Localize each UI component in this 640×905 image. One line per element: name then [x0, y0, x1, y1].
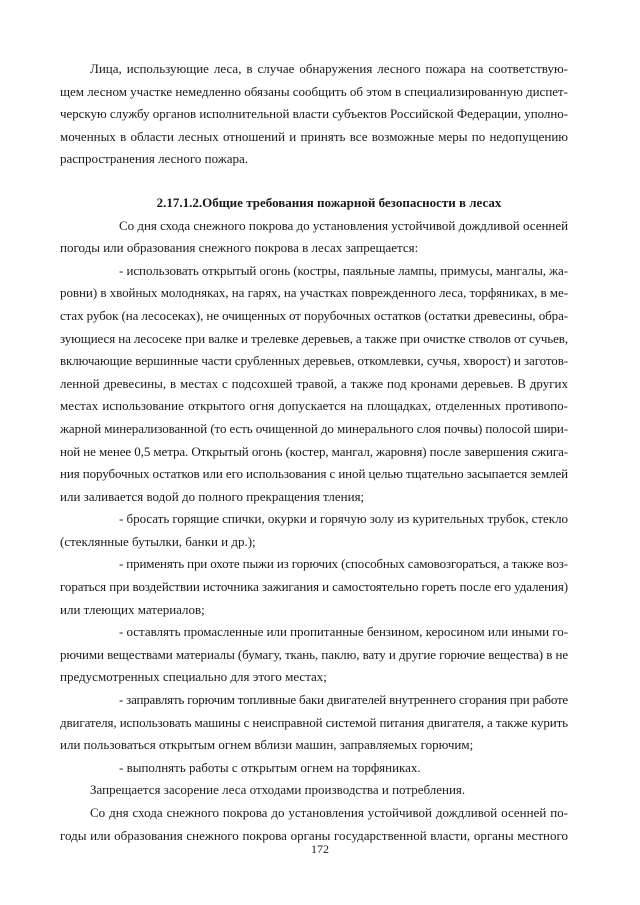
paragraph-2: [60, 779, 568, 802]
text-line: черскую службу органов исполнительной власти субъектов Российской Федерации, уполно-: [60, 106, 568, 122]
paragraph-1: [60, 215, 568, 260]
text-line: - заправлять горючим топливные баки двигателей внутреннего сгорания при работе: [119, 692, 569, 708]
text-line: стах рубок (на лесосеках), не очищенных от порубочных остатков (остатки древесины, обра-: [60, 307, 568, 323]
text-line: - использовать открытый огонь (костры, паяльные лампы, примусы, мангалы, жа-: [119, 262, 568, 278]
text-line: - бросать горящие спички, окурки и горячую золу из курительных трубок, стекло: [119, 511, 568, 527]
text-line: зующиеся на лесосеке при валке и трелевке деревьев, а также при очистке стволов от сучьев,: [60, 330, 568, 346]
text-line: ровни) в хвойных молодняках, на гарях, на участках поврежденного леса, торфяниках, в ме-: [60, 285, 568, 301]
text-line: Запрещается засорение леса отходами производства и потребления.: [90, 782, 466, 798]
text-line: - применять при охоте пыжи из горючих (способных самовозгораться, а также воз-: [119, 556, 568, 572]
section-heading: 2.17.1.2.Общие требования пожарной безопасности в лесах: [156, 194, 502, 210]
text-line: погоды или образования снежного покрова в лесах запрещается:: [60, 240, 419, 256]
text-line: Со дня схода снежного покрова до установления устойчивой дождливой осенней: [119, 217, 569, 233]
text-line: или тлеющих материалов;: [60, 601, 205, 617]
text-line: жарной минерализованной (то есть очищенной до минерального слоя почвы) полосой шири-: [60, 420, 569, 436]
list-item-1: [60, 260, 568, 509]
intro-paragraph: [60, 58, 568, 171]
text-line: или заливается водой до полного прекращения тления;: [60, 488, 365, 504]
text-line: ной не менее 0,5 метра. Открытый огонь (костер, мангал, жаровня) после завершения сжига-: [60, 443, 568, 459]
text-line: распространения лесного пожара.: [60, 151, 249, 167]
list-item-5: [60, 689, 568, 757]
text-line: (стеклянные бутылки, банки и др.);: [60, 533, 256, 549]
document-page: [60, 58, 568, 847]
text-line: - оставлять промасленные или пропитанные бензином, керосином или иными го-: [119, 624, 569, 640]
list-item-2: [60, 508, 568, 553]
text-line: гораться при воздействии источника зажигания и самостоятельно гореть после его удаления): [60, 579, 568, 595]
text-line: щем лесном участке немедленно обязаны сообщить об этом в специализированную диспет-: [60, 83, 568, 99]
list-item-6: [60, 757, 568, 780]
text-line: Лица, использующие леса, в случае обнаружения лесного пожара на соответствую-: [90, 61, 568, 76]
text-line: ния порубочных остатков или его использования с иной целью тщательно засыпается землей: [60, 466, 569, 482]
text-line: предусмотренных специально для этого местах;: [60, 669, 327, 685]
list-item-3: [60, 553, 568, 621]
text-line: моченных в области лесных отношений и принять все возможные меры по недопущению: [60, 128, 568, 144]
text-line: рючими веществами материалы (бумагу, ткань, паклю, вату и другие горючие вещества) в не: [60, 646, 569, 662]
text-line: двигателя, использовать машины с неисправной системой питания двигателя, а также курить: [60, 714, 568, 730]
text-line: Со дня схода снежного покрова до установления устойчивой дождливой осенней по-: [90, 805, 568, 820]
list-item-4: [60, 621, 568, 689]
text-line: включающие вершинные части срубленных деревьев, откомлевки, сучья, хворост) и заготов-: [60, 353, 568, 369]
text-line: - выполнять работы с открытым огнем на торфяниках.: [119, 759, 421, 775]
spacer: [60, 171, 568, 192]
paragraph-3: [60, 802, 568, 847]
text-line: ленной древесины, в местах с подсохшей травой, а также под кронами деревьев. В других: [60, 375, 568, 391]
page-number: 172: [311, 842, 329, 856]
text-line: местах использование открытого огня допускается на площадках, отделенных противопо-: [60, 398, 568, 414]
text-line: годы или образования снежного покрова органы государственной власти, органы местного: [60, 827, 568, 843]
text-line: или пользоваться открытым огнем вблизи машин, заправляемых горючим;: [60, 737, 474, 753]
